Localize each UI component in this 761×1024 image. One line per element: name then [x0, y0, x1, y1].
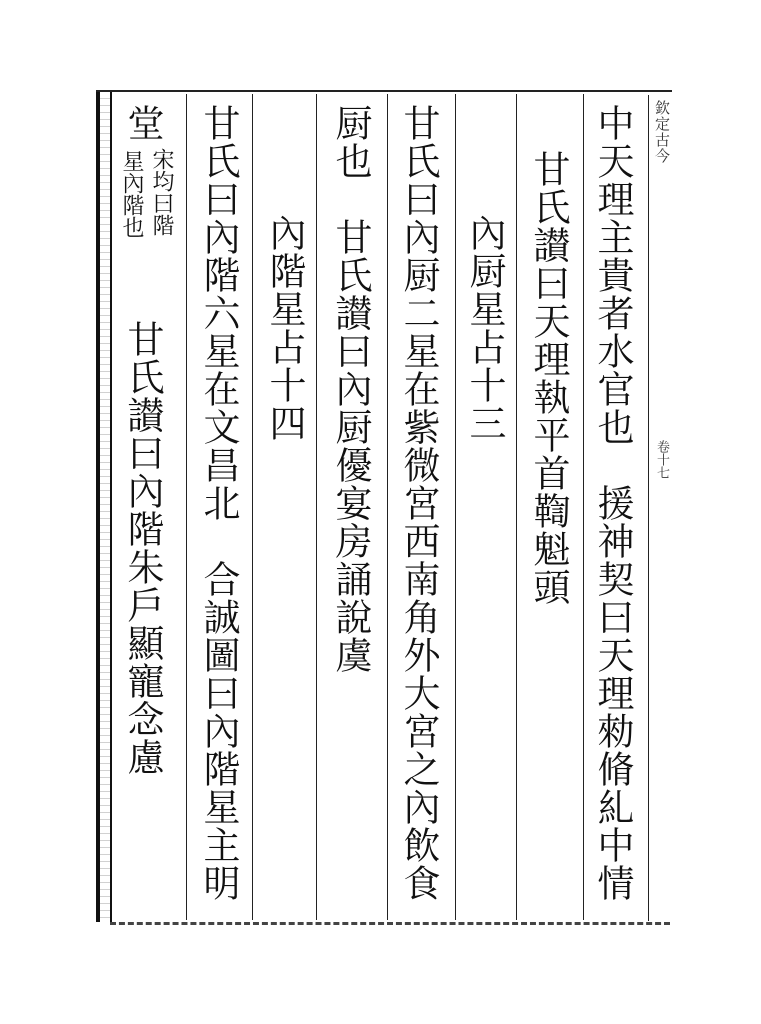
column-rule [252, 94, 253, 920]
text-column: 甘氏曰內厨二星在紫微宮西南角外大宮之內飲食 [397, 104, 440, 902]
column-rule [387, 94, 388, 920]
bottom-rule [110, 922, 670, 925]
text-column: 厨也 甘氏讃曰內厨優宴房誦說虞 [329, 104, 372, 674]
column-rule [316, 94, 317, 920]
margin-juan: 卷十七 [654, 440, 669, 479]
text-column: 內厨星占十三 [463, 214, 506, 442]
margin-strip [648, 95, 671, 921]
text-column: 甘氏曰內階六星在文昌北 合誠圖曰內階星主明 [197, 104, 240, 902]
outer-border-left [96, 92, 112, 922]
text-column: 甘氏讃曰內階朱戶顯寵念慮 [121, 320, 164, 776]
page-frame [96, 90, 672, 922]
column-rule [516, 94, 517, 920]
column-rule [455, 94, 456, 920]
column-rule [186, 94, 187, 920]
text-column: 中天理主貴者水官也 援神契曰天理勑脩糺中情 [591, 104, 634, 902]
column-rule [583, 94, 584, 920]
text-column: 內階星占十四 [263, 214, 306, 442]
text-column: 堂 [121, 104, 164, 142]
text-column: 甘氏讃曰天理執平首鞫魁頭 [527, 150, 570, 606]
margin-title: 欽定古今 [653, 100, 671, 164]
annotation-column: 宋均曰階 [149, 148, 174, 236]
annotation-column: 星內階也 [119, 150, 144, 238]
